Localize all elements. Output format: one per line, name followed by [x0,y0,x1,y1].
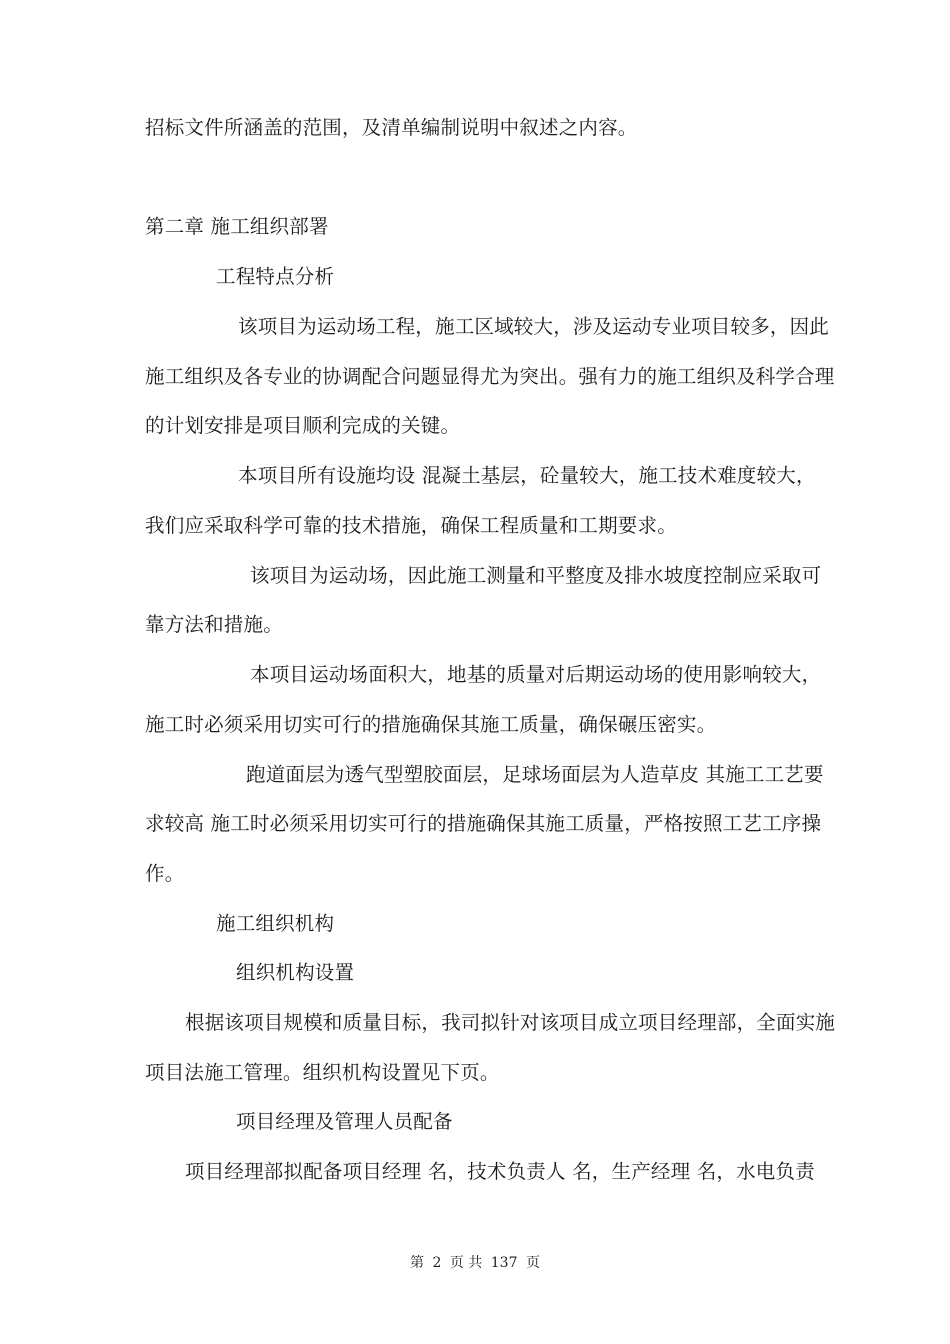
footer-prefix: 第 [410,1255,425,1271]
paragraph-line: 的计划安排是项目顺利完成的关键。 [145,414,461,437]
paragraph-line: 本项目运动场面积大，地基的质量对后期运动场的使用影响较大， [250,663,822,686]
subsection-heading: 项目经理及管理人员配备 [236,1110,453,1133]
paragraph-line: 项目法施工管理。组织机构设置见下页。 [145,1061,500,1084]
paragraph-line: 本项目所有设施均设 混凝土基层，砼量较大，施工技术难度较大， [238,464,816,487]
paragraph-line: 项目经理部拟配备项目经理 名，技术负责人 名，生产经理 名，水电负责 [185,1160,815,1183]
subsection-heading: 组织机构设置 [236,961,355,984]
footer-mid: 页 共 [449,1255,483,1271]
chapter-heading: 第二章 施工组织部署 [145,215,329,238]
paragraph-line: 施工组织及各专业的协调配合问题显得尤为突出。强有力的施工组织及科学合理 [145,365,835,388]
footer-page-number: 2 [432,1255,442,1271]
section-heading: 工程特点分析 [216,265,335,288]
paragraph-line: 该项目为运动场，因此施工测量和平整度及排水坡度控制应采取可 [250,564,822,587]
footer-suffix: 页 [525,1255,540,1271]
paragraph-line: 该项目为运动场工程，施工区域较大，涉及运动专业项目较多，因此 [238,315,830,338]
footer-total-pages: 137 [490,1255,518,1271]
paragraph-line: 我们应采取科学可靠的技术措施，确保工程质量和工期要求。 [145,514,677,537]
paragraph-line: 施工时必须采用切实可行的措施确保其施工质量，确保碾压密实。 [145,713,717,736]
paragraph-line: 跑道面层为透气型塑胶面层，足球场面层为人造草皮 其施工工艺要 [246,763,824,786]
paragraph-line: 作。 [145,862,185,885]
page-footer [0,1252,950,1272]
paragraph-line: 招标文件所涵盖的范围，及清单编制说明中叙述之内容。 [145,116,638,139]
paragraph-line: 靠方法和措施。 [145,613,283,636]
paragraph-line: 求较高 施工时必须采用切实可行的措施确保其施工质量，严格按照工艺工序操 [145,812,822,835]
section-heading: 施工组织机构 [216,912,335,935]
paragraph-line: 根据该项目规模和质量目标，我司拟针对该项目成立项目经理部，全面实施 [185,1011,836,1034]
